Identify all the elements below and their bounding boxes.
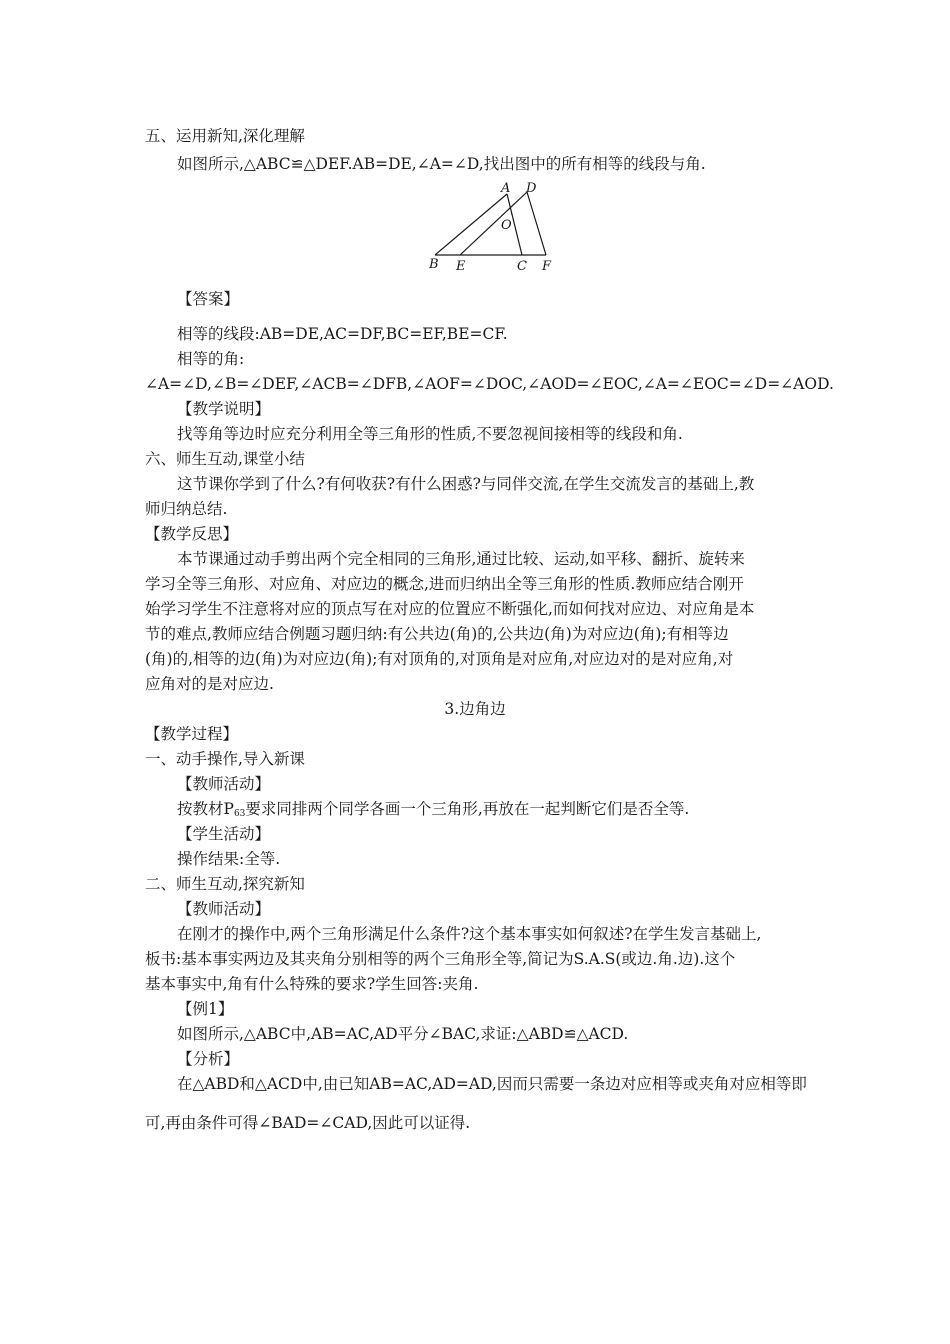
answer-angles-label: 相等的角: xyxy=(177,350,245,368)
reflection-line: 学习全等三角形、对应角、对应边的概念,进而归纳出全等三角形的性质.教师应结合刚开 xyxy=(145,575,744,593)
reflection-tag: 【教学反思】 xyxy=(145,525,239,543)
process-tag: 【教学过程】 xyxy=(145,725,239,743)
segment-BA xyxy=(435,194,507,255)
answer-segments: 相等的线段:AB=DE,AC=DF,BC=EF,BE=CF. xyxy=(177,325,508,343)
label-O: O xyxy=(501,218,512,233)
reflection-line: 始学习学生不注意将对应的顶点写在对应的位置应不断强化,而如何找对应边、对应角是本 xyxy=(145,600,755,618)
segment-DF xyxy=(527,192,546,255)
part1-student-text: 操作结果:全等. xyxy=(177,850,281,868)
part2-text-line: 基本事实中,角有什么特殊的要求?学生回答:夹角. xyxy=(145,975,479,993)
part2-text-line: 板书:基本事实两边及其夹角分别相等的两个三角形全等,简记为S.A.S(或边.角.边).这个 xyxy=(145,950,736,968)
part1-student-tag: 【学生活动】 xyxy=(177,825,271,843)
reflection-line: 应角对的是对应边. xyxy=(145,675,274,693)
teaching-note-text: 找等角等边时应充分利用全等三角形的性质,不要忽视间接相等的线段和角. xyxy=(177,425,683,443)
part2-heading: 二、师生互动,探究新知 xyxy=(145,875,305,893)
label-E: E xyxy=(456,259,466,272)
answer-tag: 【答案】 xyxy=(177,290,240,308)
part1-teacher-tag: 【教师活动】 xyxy=(177,775,271,793)
label-F: F xyxy=(542,259,552,272)
segment-ED xyxy=(460,192,527,255)
analysis-line-1: 在△ABD和△ACD中,由已知AB=AC,AD=AD,因而只需要一条边对应相等或夹角对应相等即 xyxy=(177,1075,807,1093)
label-C: C xyxy=(517,259,527,272)
part2-teacher-tag: 【教师活动】 xyxy=(177,900,271,918)
part1-heading: 一、动手操作,导入新课 xyxy=(145,750,305,768)
teaching-note-tag: 【教学说明】 xyxy=(177,400,271,418)
example-tag: 【例1】 xyxy=(177,1000,234,1018)
section-heading-6: 六、师生互动,课堂小结 xyxy=(145,450,305,468)
section-subtitle: 3.边角边 xyxy=(444,700,506,718)
label-D: D xyxy=(526,181,537,196)
triangle-figure xyxy=(420,180,570,272)
problem-text: 如图所示,△ABC≌△DEF.AB=DE,∠A=∠D,找出图中的所有相等的线段与角. xyxy=(177,155,706,173)
example-text: 如图所示,△ABC中,AB=AC,AD平分∠BAC,求证:△ABD≌△ACD. xyxy=(177,1025,629,1043)
part2-text-line: 在刚才的操作中,两个三角形满足什么条件?这个基本事实如何叙述?在学生发言基础上, xyxy=(177,925,762,943)
label-A: A xyxy=(501,181,511,196)
part1-teacher-text: 按教材$P_{63}$要求同排两个同学各画一个三角形,再放在一起判断它们是否全等. xyxy=(177,800,690,819)
analysis-tag: 【分析】 xyxy=(177,1050,240,1068)
summary-line-1: 这节课你学到了什么?有何收获?有什么困惑?与同伴交流,在学生交流发言的基础上,教 xyxy=(177,475,755,493)
analysis-line-2: 可,再由条件可得∠BAD=∠CAD,因此可以证得. xyxy=(145,1114,471,1132)
reflection-line: 节的难点,教师应结合例题习题归纳:有公共边(角)的,公共边(角)为对应边(角);有相等边 xyxy=(145,625,729,643)
reflection-line: 本节课通过动手剪出两个完全相同的三角形,通过比较、运动,如平移、翻折、旋转来 xyxy=(177,550,745,568)
summary-line-2: 师归纳总结. xyxy=(145,500,228,518)
answer-angles: ∠A=∠D,∠B=∠DEF,∠ACB=∠DFB,∠AOF=∠DOC,∠AOD=∠EOC,∠A=∠EOC=∠D=∠AOD. xyxy=(145,375,834,393)
section-heading-5: 五、运用新知,深化理解 xyxy=(145,127,305,145)
reflection-line: (角)的,相等的边(角)为对应边(角);有对顶角的,对顶角是对应角,对应边对的是对应角,对 xyxy=(145,650,734,668)
label-B: B xyxy=(429,257,439,272)
